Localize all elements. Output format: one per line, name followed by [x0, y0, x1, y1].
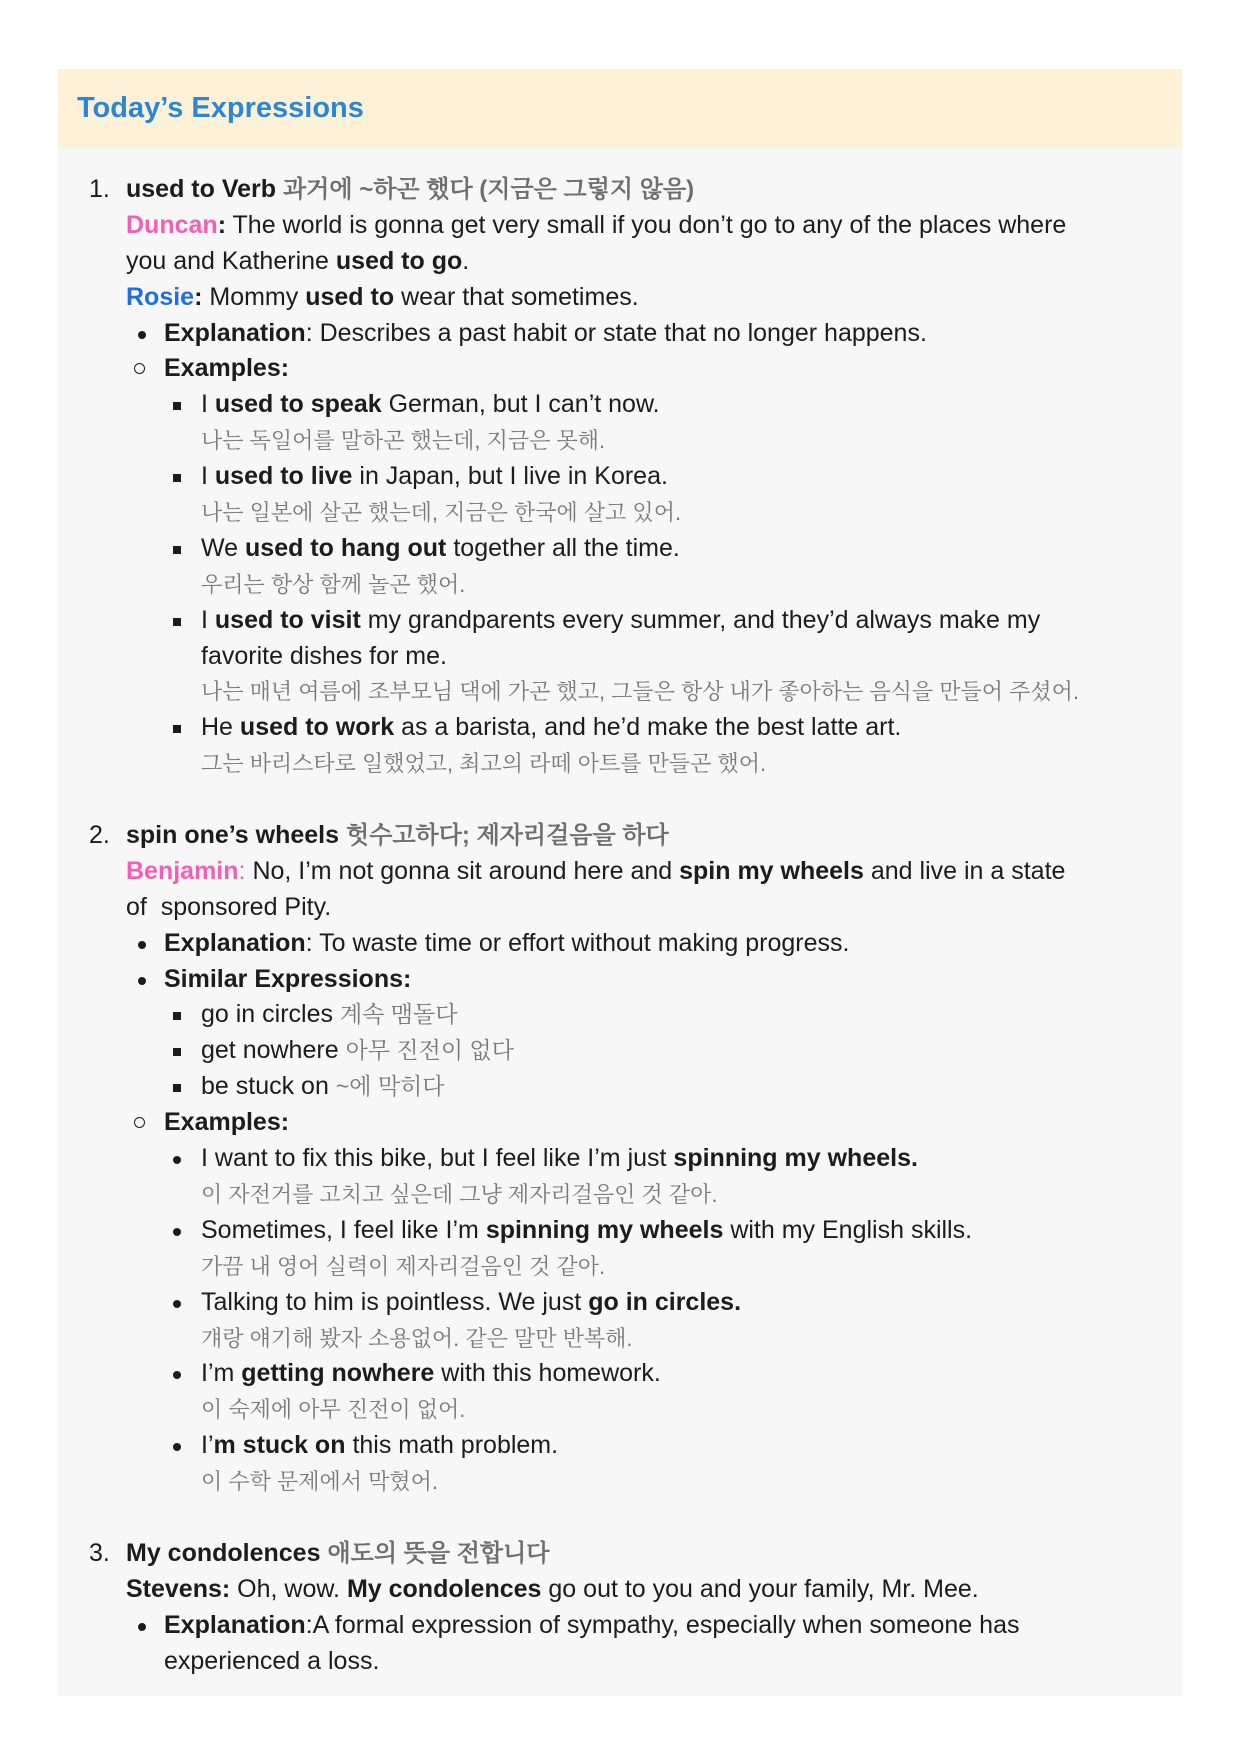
explanation-text: : To waste time or effort without making progress. — [305, 928, 850, 957]
explanation-item-continued — [58, 1644, 1182, 1680]
bullet-icon — [173, 1371, 181, 1379]
section-spacer — [58, 782, 1182, 818]
expression-term: used to Verb — [126, 175, 277, 203]
example-sentence — [58, 710, 1182, 746]
square-bullet-icon — [173, 402, 181, 410]
example-translation — [58, 423, 1182, 459]
dialogue-text: go out to you and your family, Mr. Mee. — [548, 1574, 979, 1603]
translation-text: 우리는 항상 함께 놀곤 했어. — [201, 571, 466, 597]
expression-meaning: 헛수고하다; 제자리걸음을 하다 — [345, 822, 669, 850]
explanation-text: :A formal expression of sympathy, especially when someone has — [305, 1610, 1020, 1639]
example-sentence — [58, 387, 1182, 423]
expression-heading — [58, 172, 1182, 208]
translation-text: 나는 매년 여름에 조부모님 댁에 가곤 했고, 그들은 항상 내가 좋아하는 음식을 만들어 주셨어. — [201, 679, 1080, 705]
expression-3 — [58, 1536, 1182, 1680]
translation-text: 나는 독일어를 말하곤 했는데, 지금은 못해. — [201, 428, 606, 454]
example-text: I — [201, 390, 208, 419]
highlighted-expression: used to hang out — [245, 533, 447, 562]
dialogue-text: and live in a state — [870, 856, 1066, 885]
highlighted-expression: spin my wheels — [679, 856, 864, 885]
translation-text: 걔랑 얘기해 봤자 소용없어. 같은 말만 반복해. — [201, 1325, 633, 1351]
translation-text: 이 숙제에 아무 진전이 없어. — [201, 1397, 466, 1423]
highlighted-expression: used to — [305, 282, 395, 311]
similar-expressions-label — [58, 962, 1182, 998]
speaker-name: Benjamin — [126, 856, 239, 885]
example-translation — [58, 495, 1182, 531]
example-translation — [58, 746, 1182, 782]
speaker-name: Rosie — [126, 282, 195, 311]
example-sentence — [58, 1356, 1182, 1392]
bullet-icon — [138, 1623, 146, 1631]
example-text: I — [201, 605, 208, 634]
bullet-icon — [173, 1443, 181, 1451]
similar-expression-item — [58, 1069, 1182, 1105]
speaker-colon: : — [238, 856, 246, 885]
expression-heading — [58, 818, 1182, 854]
explanation-text: : Describes a past habit or state that no longer happens. — [305, 318, 927, 347]
similar-expression-ko: 계속 맴돌다 — [339, 1001, 458, 1028]
expression-number: 3. — [89, 1538, 110, 1567]
dialogue-text: of sponsored Pity. — [126, 892, 332, 921]
bullet-icon — [138, 941, 146, 949]
expression-2 — [58, 818, 1182, 1500]
speaker-colon: : — [221, 1574, 231, 1603]
bullet-icon — [138, 331, 146, 339]
header-banner — [58, 69, 1182, 148]
example-text: He — [201, 713, 233, 742]
explanation-label: Explanation — [164, 318, 306, 347]
example-translation — [58, 1249, 1182, 1285]
example-text: with this homework. — [441, 1359, 661, 1388]
example-translation — [58, 1177, 1182, 1213]
dialogue-text: Mommy — [209, 282, 299, 311]
expression-1 — [58, 172, 1182, 782]
explanation-text: experienced a loss. — [164, 1646, 380, 1675]
expression-term: spin one’s wheels — [126, 821, 340, 850]
highlighted-expression: used to go — [335, 246, 463, 275]
translation-text: 나는 일본에 살곤 했는데, 지금은 한국에 살고 있어. — [201, 500, 682, 526]
example-text: favorite dishes for me. — [201, 641, 447, 670]
similar-expression-en: go in circles — [201, 1000, 333, 1029]
example-text: I’ — [201, 1431, 214, 1460]
explanation-item — [58, 926, 1182, 962]
example-translation — [58, 1392, 1182, 1428]
example-text: I want to fix this bike, but I feel like I’m just — [201, 1144, 667, 1173]
examples-label — [58, 351, 1182, 387]
similar-expression-ko: ~에 막히다 — [335, 1073, 445, 1100]
example-translation — [58, 567, 1182, 603]
dialogue-text: Oh, wow. — [237, 1574, 340, 1603]
dialogue-line — [58, 280, 1182, 316]
square-bullet-icon — [173, 1012, 181, 1020]
square-bullet-icon — [173, 1048, 181, 1056]
dialogue-text: wear that sometimes. — [401, 282, 639, 311]
speaker-colon: : — [194, 282, 203, 311]
example-sentence — [58, 1428, 1182, 1464]
speaker-name: Duncan — [126, 210, 218, 239]
speaker-colon: : — [217, 210, 227, 239]
expressions-list — [58, 148, 1182, 1696]
example-text: my grandparents every summer, and they’d always make my — [367, 605, 1041, 634]
explanation-label: Explanation — [164, 1610, 306, 1639]
bullet-icon — [173, 1300, 181, 1308]
similar-expression-ko: 아무 진전이 없다 — [345, 1037, 514, 1064]
dialogue-text: you and Katherine — [126, 246, 329, 275]
dialogue-line-continued — [58, 244, 1182, 280]
square-bullet-icon — [173, 618, 181, 626]
speaker-name: Stevens — [126, 1574, 222, 1603]
bullet-icon — [173, 1228, 181, 1236]
highlighted-expression: getting nowhere — [241, 1359, 435, 1388]
example-sentence — [58, 1141, 1182, 1177]
example-translation — [58, 1464, 1182, 1500]
square-bullet-icon — [173, 474, 181, 482]
similar-expressions-label-text: Similar Expressions: — [164, 964, 412, 993]
similar-expression-item — [58, 1033, 1182, 1069]
similar-expression-en: be stuck on — [201, 1072, 329, 1101]
bullet-icon — [173, 1156, 181, 1164]
square-bullet-icon — [173, 725, 181, 733]
example-sentence — [58, 531, 1182, 567]
expression-meaning: 애도의 뜻을 전합니다 — [327, 1539, 550, 1567]
dialogue-line — [58, 854, 1182, 890]
examples-label-text: Examples: — [164, 1108, 290, 1137]
translation-text: 가끔 내 영어 실력이 제자리걸음인 것 같아. — [201, 1253, 606, 1279]
highlighted-expression: m stuck on — [213, 1431, 346, 1460]
example-sentence — [58, 603, 1182, 639]
explanation-item — [58, 1608, 1182, 1644]
dialogue-text: The world is gonna get very small if you don’t go to any of the places where — [232, 210, 1067, 239]
expression-number: 2. — [89, 821, 110, 850]
explanation-item — [58, 316, 1182, 352]
example-sentence — [58, 459, 1182, 495]
similar-expression-item — [58, 997, 1182, 1033]
page-title: Today’s Expressions — [77, 92, 364, 124]
example-sentence — [58, 1213, 1182, 1249]
highlighted-expression: used to speak — [214, 390, 382, 419]
square-bullet-icon — [173, 546, 181, 554]
section-spacer — [58, 1500, 1182, 1536]
highlighted-expression: spinning my wheels — [485, 1215, 724, 1244]
example-text: We — [201, 533, 239, 562]
expression-heading — [58, 1536, 1182, 1572]
example-text: this math problem. — [352, 1431, 559, 1460]
example-text: in Japan, but I live in Korea. — [359, 462, 668, 491]
expression-meaning: 과거에 ~하곤 했다 (지금은 그렇지 않음) — [283, 176, 695, 203]
highlighted-expression: spinning my wheels. — [673, 1144, 918, 1173]
translation-text: 이 수학 문제에서 막혔어. — [201, 1469, 438, 1495]
examples-label-text: Examples: — [164, 354, 290, 383]
example-text: Talking to him is pointless. We just — [201, 1287, 582, 1316]
hollow-bullet-icon — [134, 1117, 145, 1128]
dialogue-text: No, I’m not gonna sit around here and — [252, 856, 673, 885]
expression-number: 1. — [89, 175, 110, 203]
example-text: I — [201, 462, 208, 491]
example-text: German, but I can’t now. — [388, 390, 660, 419]
example-translation — [58, 1321, 1182, 1357]
bullet-icon — [138, 977, 146, 985]
example-text: Sometimes, I feel like I’m — [201, 1215, 479, 1244]
translation-text: 이 자전거를 고치고 싶은데 그냥 제자리걸음인 것 같아. — [201, 1181, 718, 1207]
dialogue-line-continued — [58, 890, 1182, 926]
highlighted-expression: My condolences — [346, 1574, 542, 1603]
example-translation — [58, 674, 1182, 710]
highlighted-expression: go in circles. — [588, 1287, 742, 1316]
highlighted-expression: used to work — [239, 713, 395, 742]
expression-term: My condolences — [126, 1538, 321, 1567]
examples-label — [58, 1105, 1182, 1141]
highlighted-expression: used to live — [214, 462, 353, 491]
example-text: with my English skills. — [730, 1215, 973, 1244]
dialogue-line — [58, 1572, 1182, 1608]
example-text: together all the time. — [453, 533, 680, 562]
explanation-label: Explanation — [164, 928, 306, 957]
dialogue-line — [58, 208, 1182, 244]
example-sentence — [58, 1285, 1182, 1321]
highlighted-expression: used to visit — [214, 605, 361, 634]
square-bullet-icon — [173, 1084, 181, 1092]
dialogue-text: . — [462, 246, 470, 275]
example-text: I’m — [201, 1359, 235, 1388]
example-sentence-continued — [58, 639, 1182, 675]
translation-text: 그는 바리스타로 일했었고, 최고의 라떼 아트를 만들곤 했어. — [201, 751, 767, 777]
example-text: as a barista, and he’d make the best latte art. — [401, 713, 902, 742]
hollow-bullet-icon — [134, 363, 145, 374]
similar-expression-en: get nowhere — [201, 1036, 339, 1065]
